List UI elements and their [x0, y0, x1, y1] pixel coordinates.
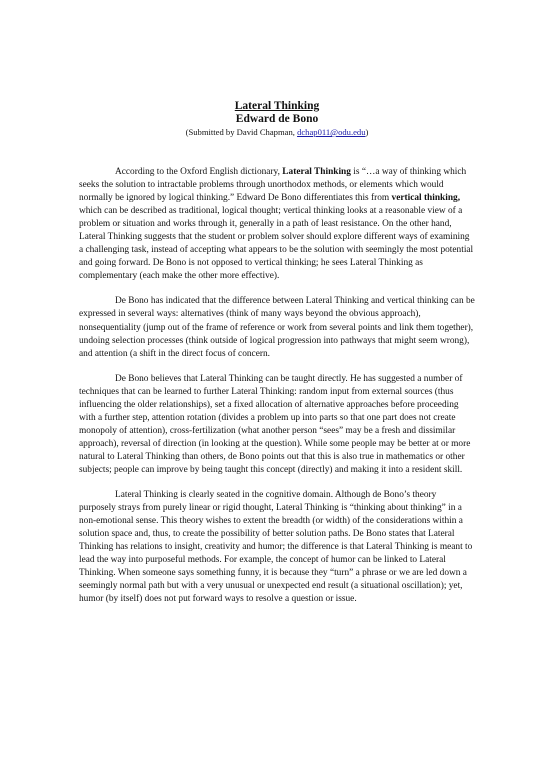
paragraph-3: De Bono believes that Lateral Thinking can be taught directly. He has suggested a number of techniques that can be learned to further Lateral Thinking: random input from external sources (thus influencing the older relationships), set a fixed allocation of alternative approaches before proceeding with a further step, attention rotation (divides a problem up into parts so that one part does not create monopoly of attention), cross-fertilization (what another person “sees” may be a fresh and dissimilar approach), reversal of direction (in looking at the question). While some people may be better at or more natural to Lateral Thinking than others, de Bono points out that this is also true in mathematics or other subjects; people can improve by being taught this concept (directly) and making it into a resident skill.	[79, 373, 471, 475]
paragraph-2: De Bono has indicated that the difference between Lateral Thinking and vertical thinking can be expressed in several ways: alternatives (think of many ways beyond the obvious approach), nonsequentiality (jump out of the frame of reference or work from several points and link them together), undoing selection processes (think outside of logical progression into pathways that might seem wrong), and attention (a shift in the direct focus of concern.	[79, 296, 475, 359]
paragraph-1-bold-vertical-thinking: vertical thinking,	[391, 193, 461, 204]
paragraph-1	[79, 166, 475, 283]
submitter-email-link[interactable]: dchap011@odu.edu	[297, 127, 366, 137]
paragraph-1-text-a: According to the Oxford English dictionary,	[115, 167, 283, 177]
submitted-prefix: (Submitted by David Chapman,	[185, 127, 298, 137]
submitted-by-line	[79, 126, 475, 138]
document-title: Lateral Thinking	[234, 100, 320, 112]
document-author: Edward de Bono	[235, 113, 319, 125]
paragraph-1-bold-lateral-thinking: Lateral Thinking	[282, 167, 351, 177]
submitted-suffix: )	[365, 127, 369, 137]
paragraph-1-text-c: which can be described as traditional, logical thought; vertical thinking looks at a reasonable view of a problem or situation and works through it, generally in a path of least resistance. On the other hand, Lateral Thinking suggests that the student or problem solver should explore different ways of examining a challenging task, instead of accepting what appears to be the solution with seemingly the most potential and going forward. De Bono is not opposed to vertical thinking; he sees Lateral Thinking as complementary (each make the other more effective).	[79, 206, 474, 282]
title-block	[79, 100, 475, 138]
paragraph-1-text-b: is “…a way of thinking which seeks the solution to intractable problems through unorthodox methods, or elements which would normally be ignored by logical thinking.” Edward De Bono differentiates this from	[79, 167, 467, 204]
paragraph-4: Lateral Thinking is clearly seated in the cognitive domain. Although de Bono’s theory purposely strays from purely linear or rigid thought, Lateral Thinking is “thinking about thinking” in a non-emotional sense. This theory wishes to extent the breadth (or width) of the considerations within a solution space and, thus, to create the possibility of better solution paths. De Bono states that Lateral Thinking has relations to insight, creativity and humor; the difference is that Lateral Thinking is meant to lead the way into purposeful methods. For example, the concept of humor can be linked to Lateral Thinking. When someone says something funny, it is because they “turn” a phrase or we are led down a seemingly normal path but with a very unusual or unexpected end result (a situational oscillation); yet, humor (by itself) does not put forward ways to resolve a question or issue.	[79, 490, 473, 605]
document-page	[79, 100, 475, 618]
